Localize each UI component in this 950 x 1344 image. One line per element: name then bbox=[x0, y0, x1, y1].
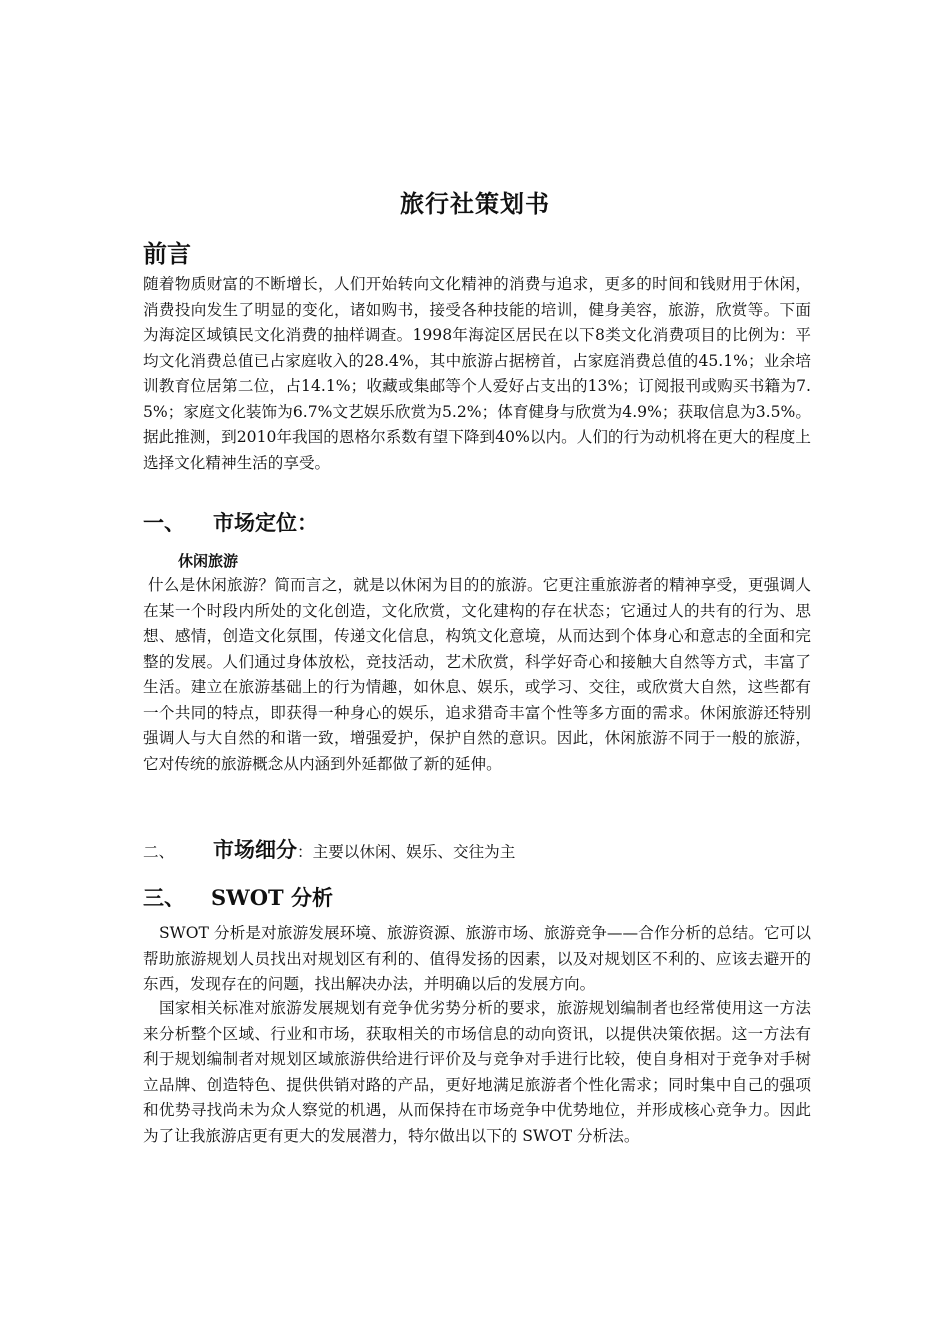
preface-heading: 前言 bbox=[143, 239, 191, 268]
section-2-description: ：主要以休闲、娱乐、交往为主 bbox=[297, 843, 516, 861]
section-1-title: 市场定位： bbox=[213, 510, 318, 535]
section-1-number: 一、 bbox=[143, 510, 185, 535]
section-2-heading bbox=[143, 834, 515, 864]
document-title: 旅行社策划书 bbox=[400, 189, 550, 218]
section-1-subheading: 休闲旅游 bbox=[178, 552, 239, 570]
preface-paragraph: 随着物质财富的不断增长，人们开始转向文化精神的消费与追求，更多的时间和钱财用于休闲，消费投向发生了明显的变化，诸如购书，接受各种技能的培训，健身美容，旅游，欣赏等。下面为海淀区域镇民文化消费的抽样调查。1998年海淀区居民在以下8类文化消费项目的比例为：平均文化消费总值已占家庭收入的28.4%，其中旅游占据榜首，占家庭消费总值的45.1%；业余培训教育位居第二位，占14.1%；收藏或集邮等个人爱好占支出的13%；订阅报刊或购买书籍为7.5%；家庭文化装饰为6.7%文艺娱乐欣赏为5.2%；体育健身与欣赏为4.9%；获取信息为3.5%。据此推测，到2010年我国的恩格尔系数有望下降到40%以内。人们的行为动机将在更大的程度上选择文化精神生活的享受。 bbox=[143, 275, 811, 472]
section-3-paragraph-1: SWOT 分析是对旅游发展环境、旅游资源、旅游市场、旅游竞争——合作分析的总结。它可以帮助旅游规划人员找出对规划区有利的、值得发扬的因素，以及对规划区不利的、应该去避开的东西，发现存在的问题，找出解决办法，并明确以后的发展方向。 bbox=[143, 924, 811, 993]
section-1-paragraph: 什么是休闲旅游？简而言之，就是以休闲为目的的旅游。它更注重旅游者的精神享受，更强调人在某一个时段内所处的文化创造，文化欣赏，文化建构的存在状态；它通过人的共有的行为、思想、感情，创造文化氛围，传递文化信息，构筑文化意境，从而达到个体身心和意志的全面和完整的发展。人们通过身体放松，竞技活动，艺术欣赏，科学好奇心和接触大自然等方式，丰富了生活。建立在旅游基础上的行为情趣，如休息、娱乐，或学习、交往，或欣赏大自然，这些都有一个共同的特点，即获得一种身心的娱乐，追求猎奇丰富个性等多方面的需求。休闲旅游还特别强调人与大自然的和谐一致，增强爱护，保护自然的意识。因此，休闲旅游不同于一般的旅游，它对传统的旅游概念从内涵到外延都做了新的延伸。 bbox=[143, 576, 811, 773]
section-2-number: 二、 bbox=[143, 843, 175, 861]
section-1-heading bbox=[143, 507, 318, 537]
section-3-heading bbox=[143, 882, 333, 912]
section-3-number: 三、 bbox=[143, 885, 185, 910]
section-3-paragraph-2: 国家相关标准对旅游发展规划有竞争优劣势分析的要求，旅游规划编制者也经常使用这一方法来分析整个区域、行业和市场，获取相关的市场信息的动向资讯，以提供决策依据。这一方法有利于规划编制者对规划区域旅游供给进行评价及与竞争对手进行比较，使自身相对于竞争对手树立品牌、创造特色、提供供销对路的产品，更好地满足旅游者个性化需求；同时集中自己的强项和优势寻找尚未为众人察觉的机遇，从而保持在市场竞争中优势地位，并形成核心竞争力。因此为了让我旅游店更有更大的发展潜力，特尔做出以下的 SWOT 分析法。 bbox=[143, 999, 811, 1145]
section-2-title: 市场细分 bbox=[213, 837, 297, 862]
section-3-title: SWOT 分析 bbox=[211, 885, 333, 910]
